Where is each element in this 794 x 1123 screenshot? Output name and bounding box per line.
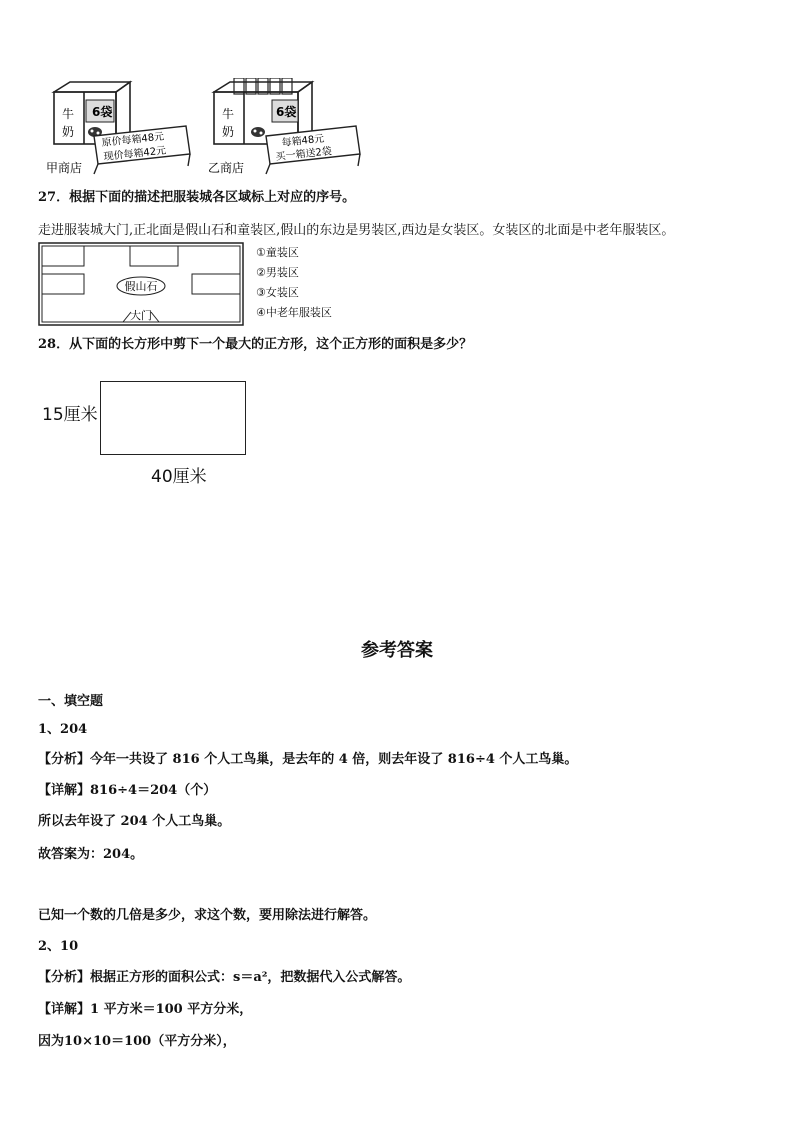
shop-b-sign-line1: 每箱48元	[281, 133, 325, 149]
gate-label: 大门	[130, 309, 152, 322]
shop-b-caption: 乙商店	[208, 161, 245, 175]
milk-shops-figure	[40, 78, 370, 178]
answer-1-detail: 【详解】816÷4＝204（个）	[38, 783, 217, 798]
legend-item-childrens: ①童装区	[256, 246, 299, 259]
legend-item-seniors: ④中老年服装区	[256, 306, 332, 319]
section-title: 一、填空题	[38, 694, 104, 709]
cow-icon	[251, 127, 265, 137]
map-area-middle-left[interactable]	[42, 274, 84, 294]
answer-2-line3: 因为10×10＝100（平方分米），	[38, 1034, 236, 1049]
answer-1-line4: 故答案为：204。	[38, 847, 144, 862]
shop-a-box-right-char: 奶	[62, 125, 75, 139]
map-area-top-left[interactable]	[42, 246, 84, 266]
legend-item-womens: ③女装区	[256, 286, 299, 299]
q27-legend	[256, 243, 332, 323]
answer-1-number: 1、204	[38, 722, 88, 737]
shop-a-bag-count: 6袋	[92, 105, 113, 119]
q28-height-label: 15厘米	[42, 405, 98, 425]
map-area-middle-right[interactable]	[192, 274, 240, 294]
shop-b-box-left-char: 牛	[222, 107, 235, 121]
gate-right-post	[151, 312, 159, 322]
q28-title: 28．从下面的长方形中剪下一个最大的正方形，这个正方形的面积是多少？	[38, 337, 473, 352]
legend-item-mens: ②男装区	[256, 266, 299, 279]
answer-2-detail: 【详解】1 平方米＝100 平方分米，	[38, 1002, 253, 1017]
q27-title: 27．根据下面的描述把服装城各区域标上对应的序号。	[38, 190, 356, 205]
q27-description: 走进服装城大门,正北面是假山石和童装区,假山的东边是男装区,西边是女装区。女装区的北面是中老年服装区。	[38, 223, 675, 238]
answer-2-analysis: 【分析】根据正方形的面积公式：s＝a²，把数据代入公式解答。	[38, 970, 411, 985]
shop-b-box-right-char: 奶	[222, 125, 235, 139]
map-area-top-center[interactable]	[130, 246, 178, 266]
shop-a-sign-line2: 现价每箱42元	[103, 145, 167, 163]
shop-b-sign-line2: 买一箱送2袋	[275, 146, 333, 163]
mall-map	[38, 242, 244, 326]
shop-a-box-left-char: 牛	[62, 107, 75, 121]
shop-a-sign-line1: 原价每箱48元	[101, 131, 165, 149]
rockery-label: 假山石	[124, 280, 158, 293]
shop-b-bag-count: 6袋	[276, 105, 297, 119]
answers-heading: 参考答案	[361, 640, 433, 661]
answer-1-line3: 所以去年设了 204 个人工鸟巢。	[38, 814, 231, 829]
answer-2-number: 2、10	[38, 939, 79, 954]
answer-1-analysis: 【分析】今年一共设了 816 个人工鸟巢，是去年的 4 倍，则去年设了 816÷4 个人工鸟巢。	[38, 752, 578, 767]
answer-1-note: 已知一个数的几倍是多少，求这个数，要用除法进行解答。	[38, 908, 377, 923]
q28-width-label: 40厘米	[151, 467, 207, 487]
shop-a-caption: 甲商店	[46, 161, 83, 175]
q28-rectangle	[100, 381, 246, 455]
